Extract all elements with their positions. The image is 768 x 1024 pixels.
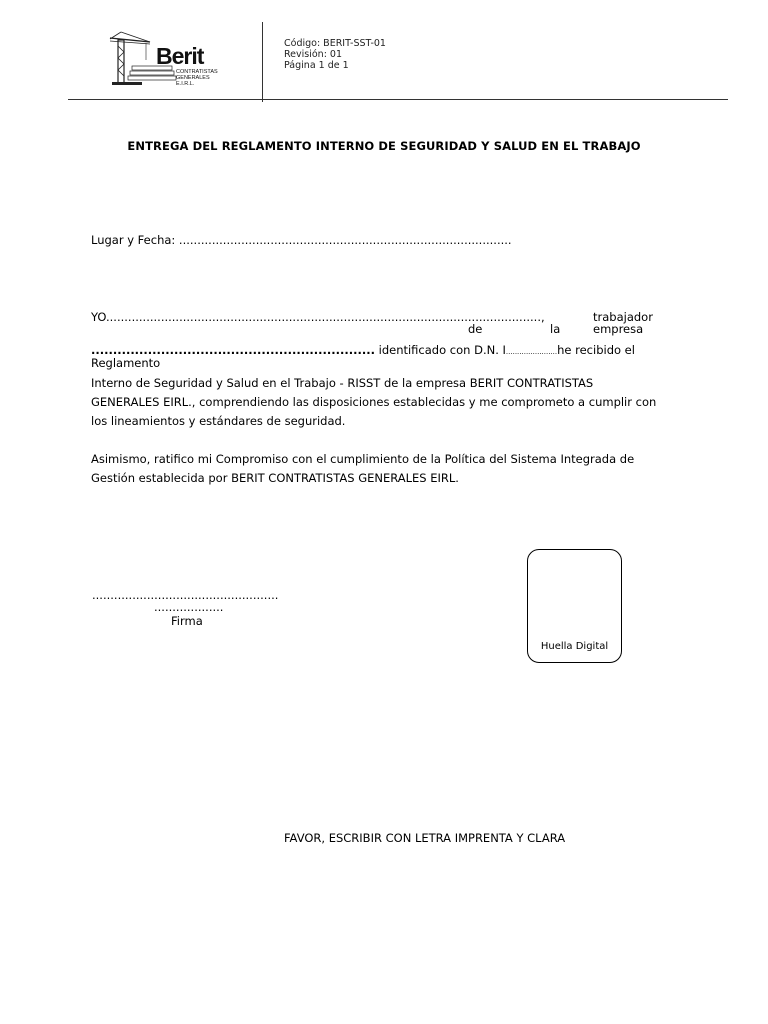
word-la: la	[550, 322, 561, 336]
reglamento-word: Reglamento	[91, 356, 161, 370]
company-dni-line	[91, 341, 635, 362]
paragraph-2-line-2: Gestión establecida por BERIT CONTRATISTAS GENERALES EIRL.	[91, 471, 459, 485]
company-logo	[106, 30, 232, 88]
doc-revision: Revisión: 01	[284, 49, 343, 60]
word-empresa: empresa	[593, 322, 644, 336]
word-de: de	[468, 322, 483, 336]
header-divider-horizontal	[68, 99, 728, 100]
paragraph-2-line-1: Asimismo, ratifico mi Compromiso con el cumplimiento de la Política del Sistema Integrada de	[91, 452, 635, 466]
fingerprint-label: Huella Digital	[540, 641, 609, 652]
document-metadata	[284, 38, 386, 71]
signature-dots-line1: ...................................................	[92, 588, 279, 602]
recibido-text: he recibido el	[557, 343, 635, 357]
document-title: ENTREGA DEL REGLAMENTO INTERNO DE SEGURIDAD Y SALUD EN EL TRABAJO	[127, 139, 641, 153]
dni-dots: .......................	[505, 348, 558, 356]
logo-line3: E.I.R.L.	[176, 81, 195, 87]
signature-dots-line2: ...................	[154, 600, 224, 614]
header-divider-vertical	[262, 22, 263, 102]
place-date-line: Lugar y Fecha: ...........................................................................................	[91, 233, 512, 247]
word-trabajador: trabajador	[593, 310, 653, 324]
yo-line: YO.......................................................................................................................,	[91, 310, 545, 324]
doc-page: Página 1 de 1	[284, 60, 349, 71]
doc-code: Código: BERIT-SST-01	[284, 38, 386, 49]
logo-brand-text: Berit	[156, 43, 204, 69]
paragraph-1-line-2: GENERALES EIRL., comprendiendo las disposiciones establecidas y me comprometo a cumplir con	[91, 395, 657, 409]
paragraph-1-line-1: Interno de Seguridad y Salud en el Trabajo - RISST de la empresa BERIT CONTRATISTAS	[91, 376, 594, 390]
footer-note: FAVOR, ESCRIBIR CON LETRA IMPRENTA Y CLARA	[284, 831, 566, 845]
identificado-text: identificado con D.N. I	[374, 343, 506, 357]
paragraph-1-line-3: los lineamientos y estándares de seguridad.	[91, 414, 346, 428]
signature-label: Firma	[171, 614, 203, 628]
logo-line2: GENERALES	[176, 75, 210, 81]
company-dots: .................................................................	[91, 343, 375, 357]
logo-line1: CONTRATISTAS	[176, 69, 218, 75]
fingerprint-box	[527, 549, 622, 663]
